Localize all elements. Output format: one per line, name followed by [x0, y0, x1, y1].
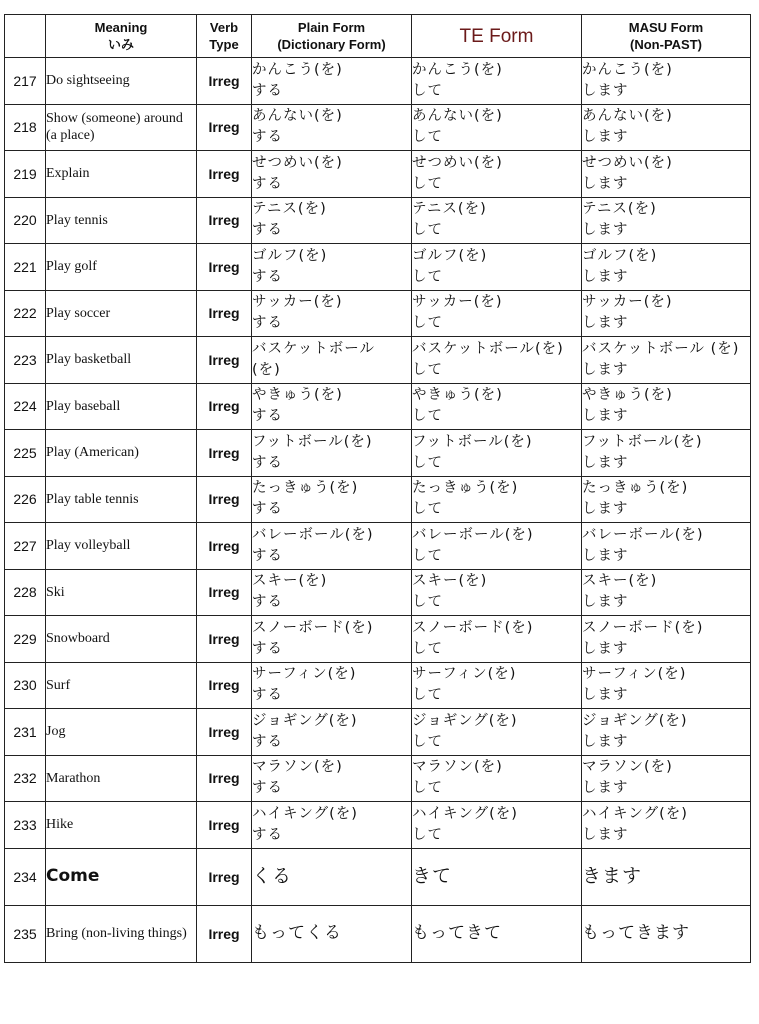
row-te-form: [412, 755, 582, 802]
table-row: [5, 662, 751, 709]
row-number: 222: [5, 290, 46, 337]
row-meaning: Explain: [46, 151, 197, 198]
te-form-line: スノーボード(を): [412, 619, 534, 636]
row-plain-form: [252, 151, 412, 198]
row-plain-form: [252, 476, 412, 523]
te-form-line: やきゅう(を): [412, 387, 503, 404]
plain-form-line: する: [252, 408, 283, 425]
row-verb-type: Irreg: [197, 244, 252, 291]
masu-form-line: テニス(を): [582, 201, 657, 218]
row-number: 217: [5, 58, 46, 105]
header-masu-form: [582, 15, 751, 58]
masu-form-line: します: [582, 547, 629, 564]
row-number: 219: [5, 151, 46, 198]
plain-form-line: ジョギング(を): [252, 712, 358, 729]
te-form-line: して: [412, 268, 443, 285]
row-verb-type: Irreg: [197, 476, 252, 523]
row-plain-form: [252, 383, 412, 430]
header-masu-label: MASU Form: [628, 20, 704, 35]
te-form-line: して: [412, 780, 443, 797]
row-number: 229: [5, 616, 46, 663]
plain-form-line: かんこう(を): [252, 61, 343, 78]
plain-form-line: せつめい(を): [252, 154, 343, 171]
te-form-line: して: [412, 454, 443, 471]
masu-form-line: バスケットボール (を): [582, 340, 740, 357]
row-meaning: Show (someone) around (a place): [46, 104, 197, 151]
masu-form-line: マラソン(を): [582, 759, 673, 776]
masu-form-line: フットボール(を): [582, 433, 703, 450]
table-row: [5, 430, 751, 477]
verb-conjugation-table: [4, 14, 751, 963]
header-number: [5, 15, 46, 58]
te-form-line: ジョギング(を): [412, 712, 518, 729]
table-row: [5, 337, 751, 384]
plain-form-line: ゴルフ(を): [252, 247, 328, 264]
row-number: 223: [5, 337, 46, 384]
header-masu-sub: (Non-PAST): [630, 37, 702, 52]
plain-form-line: する: [252, 547, 283, 564]
te-form-line: して: [412, 408, 443, 425]
plain-form-line: する: [252, 454, 283, 471]
plain-form-line: サッカー(を): [252, 294, 343, 311]
row-number: 231: [5, 709, 46, 756]
plain-form-line: バスケットボール: [252, 340, 375, 357]
row-verb-type: Irreg: [197, 905, 252, 962]
masu-form-line: スノーボード(を): [582, 619, 704, 636]
row-meaning: Play (American): [46, 430, 197, 477]
row-number: 235: [5, 905, 46, 962]
te-form-line: して: [412, 315, 443, 332]
row-te-form: [412, 290, 582, 337]
row-meaning: Snowboard: [46, 616, 197, 663]
row-number: 227: [5, 523, 46, 570]
te-form-line: テニス(を): [412, 201, 487, 218]
row-verb-type: Irreg: [197, 523, 252, 570]
row-meaning: Surf: [46, 662, 197, 709]
row-masu-form: [582, 905, 751, 962]
header-plain-label: Plain Form: [297, 20, 366, 35]
row-verb-type: Irreg: [197, 802, 252, 849]
plain-form-line: ハイキング(を): [252, 805, 358, 822]
row-plain-form: [252, 104, 412, 151]
te-form-line: して: [412, 82, 443, 99]
te-form-line: ゴルフ(を): [412, 247, 488, 264]
row-te-form: [412, 383, 582, 430]
row-masu-form: [582, 290, 751, 337]
row-masu-form: [582, 848, 751, 905]
row-masu-form: [582, 383, 751, 430]
masu-form-line: バレーボール(を): [582, 526, 704, 543]
row-number: 234: [5, 848, 46, 905]
plain-form-line: する: [252, 640, 283, 657]
row-plain-form: [252, 337, 412, 384]
plain-form-line: する: [252, 268, 283, 285]
plain-form-line: たっきゅう(を): [252, 480, 359, 497]
row-number: 230: [5, 662, 46, 709]
row-masu-form: [582, 569, 751, 616]
row-plain-form: [252, 523, 412, 570]
masu-form-line: サーフィン(を): [582, 666, 687, 683]
row-masu-form: [582, 802, 751, 849]
plain-form-line: する: [252, 129, 283, 146]
masu-form-line: かんこう(を): [582, 61, 673, 78]
row-plain-form: [252, 430, 412, 477]
te-form-line: ハイキング(を): [412, 805, 518, 822]
row-masu-form: [582, 151, 751, 198]
te-form-line: して: [412, 826, 443, 843]
plain-form-line: する: [252, 175, 283, 192]
row-masu-form: [582, 104, 751, 151]
masu-form-line: します: [582, 361, 629, 378]
row-meaning: Play table tennis: [46, 476, 197, 523]
row-verb-type: Irreg: [197, 337, 252, 384]
row-masu-form: [582, 709, 751, 756]
row-number: 220: [5, 197, 46, 244]
plain-form-line: する: [252, 222, 283, 239]
masu-form-line: やきゅう(を): [582, 387, 673, 404]
table-row: [5, 151, 751, 198]
row-verb-type: Irreg: [197, 197, 252, 244]
header-verb-label: Verb: [209, 20, 239, 35]
row-masu-form: [582, 58, 751, 105]
plain-form-line: スキー(を): [252, 573, 328, 590]
row-masu-form: [582, 244, 751, 291]
row-meaning: Do sightseeing: [46, 58, 197, 105]
row-te-form: [412, 430, 582, 477]
row-plain-form: [252, 802, 412, 849]
plain-form-line: する: [252, 780, 283, 797]
table-row: [5, 58, 751, 105]
plain-form-line: する: [252, 315, 283, 332]
row-verb-type: Irreg: [197, 383, 252, 430]
plain-form-line: もってくる: [252, 923, 342, 943]
te-form-line: して: [412, 687, 443, 704]
masu-form-line: します: [582, 501, 629, 518]
te-form-line: あんない(を): [412, 108, 503, 125]
header-type-label: Type: [209, 37, 239, 52]
row-masu-form: [582, 197, 751, 244]
row-meaning: Bring (non-living things): [46, 905, 197, 962]
te-form-line: して: [412, 222, 443, 239]
table-row: [5, 197, 751, 244]
table-row: [5, 848, 751, 905]
plain-form-line: やきゅう(を): [252, 387, 343, 404]
row-plain-form: [252, 616, 412, 663]
te-form-line: フットボール(を): [412, 433, 533, 450]
masu-form-line: サッカー(を): [582, 294, 673, 311]
header-te-form: [412, 15, 582, 58]
row-te-form: [412, 523, 582, 570]
plain-form-line: フットボール(を): [252, 433, 373, 450]
masu-form-line: たっきゅう(を): [582, 480, 689, 497]
row-te-form: [412, 151, 582, 198]
row-masu-form: [582, 616, 751, 663]
row-plain-form: [252, 848, 412, 905]
te-form-line: して: [412, 640, 443, 657]
te-form-line: して: [412, 733, 443, 750]
plain-form-line: バレーボール(を): [252, 526, 374, 543]
row-masu-form: [582, 337, 751, 384]
plain-form-line: する: [252, 594, 283, 611]
table-row: [5, 523, 751, 570]
masu-form-line: します: [582, 640, 629, 657]
plain-form-line: する: [252, 733, 283, 750]
row-verb-type: Irreg: [197, 290, 252, 337]
te-form-line: マラソン(を): [412, 759, 503, 776]
te-form-line: して: [412, 594, 443, 611]
row-plain-form: [252, 662, 412, 709]
header-meaning: [46, 15, 197, 58]
row-plain-form: [252, 290, 412, 337]
row-meaning: Jog: [46, 709, 197, 756]
header-row: [5, 15, 751, 58]
table-row: [5, 476, 751, 523]
plain-form-line: くる: [252, 865, 293, 887]
masu-form-line: もってきます: [582, 923, 690, 943]
row-plain-form: [252, 58, 412, 105]
row-te-form: [412, 104, 582, 151]
masu-form-line: スキー(を): [582, 573, 658, 590]
table-row: [5, 104, 751, 151]
masu-form-line: します: [582, 733, 629, 750]
row-verb-type: Irreg: [197, 104, 252, 151]
plain-form-line: マラソン(を): [252, 759, 343, 776]
masu-form-line: します: [582, 315, 629, 332]
masu-form-line: します: [582, 826, 629, 843]
plain-form-line: テニス(を): [252, 201, 327, 218]
plain-form-line: あんない(を): [252, 108, 343, 125]
te-form-line: サーフィン(を): [412, 666, 517, 683]
table-row: [5, 290, 751, 337]
plain-form-line: する: [252, 687, 283, 704]
row-verb-type: Irreg: [197, 569, 252, 616]
row-meaning: Play tennis: [46, 197, 197, 244]
masu-form-line: します: [582, 594, 629, 611]
row-te-form: [412, 802, 582, 849]
header-verb-type: [197, 15, 252, 58]
masu-form-line: ゴルフ(を): [582, 247, 658, 264]
row-number: 226: [5, 476, 46, 523]
te-form-line: して: [412, 129, 443, 146]
plain-form-line: する: [252, 82, 283, 99]
te-form-line: きて: [412, 865, 453, 887]
row-te-form: [412, 476, 582, 523]
te-form-line: して: [412, 361, 443, 378]
table-body: [5, 58, 751, 963]
row-te-form: [412, 848, 582, 905]
te-form-line: たっきゅう(を): [412, 480, 519, 497]
header-meaning-jp: いみ: [107, 37, 134, 52]
row-meaning: Play soccer: [46, 290, 197, 337]
row-number: 218: [5, 104, 46, 151]
te-form-line: して: [412, 175, 443, 192]
row-te-form: [412, 197, 582, 244]
row-number: 233: [5, 802, 46, 849]
masu-form-line: します: [582, 175, 629, 192]
table-row: [5, 802, 751, 849]
row-masu-form: [582, 476, 751, 523]
te-form-line: バスケットボール(を): [412, 340, 564, 357]
row-verb-type: Irreg: [197, 848, 252, 905]
te-form-line: スキー(を): [412, 573, 488, 590]
masu-form-line: します: [582, 780, 629, 797]
row-masu-form: [582, 755, 751, 802]
row-te-form: [412, 905, 582, 962]
table-row: [5, 755, 751, 802]
row-verb-type: Irreg: [197, 616, 252, 663]
masu-form-line: します: [582, 687, 629, 704]
header-te-label: TE Form: [459, 25, 534, 47]
te-form-line: かんこう(を): [412, 61, 503, 78]
te-form-line: せつめい(を): [412, 154, 503, 171]
row-plain-form: [252, 905, 412, 962]
row-plain-form: [252, 709, 412, 756]
row-te-form: [412, 569, 582, 616]
row-number: 221: [5, 244, 46, 291]
row-plain-form: [252, 569, 412, 616]
te-form-line: サッカー(を): [412, 294, 503, 311]
row-meaning: Marathon: [46, 755, 197, 802]
table-row: [5, 244, 751, 291]
te-form-line: バレーボール(を): [412, 526, 534, 543]
table-row: [5, 569, 751, 616]
table-row: [5, 383, 751, 430]
table-row: [5, 905, 751, 962]
row-meaning: Ski: [46, 569, 197, 616]
masu-form-line: ハイキング(を): [582, 805, 688, 822]
masu-form-line: します: [582, 129, 629, 146]
masu-form-line: します: [582, 222, 629, 239]
header-meaning-en: Meaning: [94, 20, 148, 35]
masu-form-line: します: [582, 82, 629, 99]
te-form-line: もってきて: [412, 923, 502, 943]
row-meaning: Play golf: [46, 244, 197, 291]
row-verb-type: Irreg: [197, 662, 252, 709]
row-verb-type: Irreg: [197, 430, 252, 477]
row-meaning: Play basketball: [46, 337, 197, 384]
row-meaning: Come: [46, 848, 197, 905]
row-te-form: [412, 709, 582, 756]
plain-form-line: する: [252, 826, 283, 843]
row-plain-form: [252, 755, 412, 802]
row-verb-type: Irreg: [197, 755, 252, 802]
row-te-form: [412, 662, 582, 709]
row-meaning: Play baseball: [46, 383, 197, 430]
row-te-form: [412, 58, 582, 105]
masu-form-line: きます: [582, 865, 643, 887]
table-row: [5, 709, 751, 756]
row-te-form: [412, 616, 582, 663]
row-masu-form: [582, 523, 751, 570]
row-plain-form: [252, 244, 412, 291]
row-meaning: Play volleyball: [46, 523, 197, 570]
row-meaning: Hike: [46, 802, 197, 849]
masu-form-line: あんない(を): [582, 108, 673, 125]
masu-form-line: せつめい(を): [582, 154, 673, 171]
masu-form-line: します: [582, 454, 629, 471]
te-form-line: して: [412, 547, 443, 564]
row-number: 225: [5, 430, 46, 477]
masu-form-line: します: [582, 408, 629, 425]
row-number: 224: [5, 383, 46, 430]
row-te-form: [412, 244, 582, 291]
row-plain-form: [252, 197, 412, 244]
table-row: [5, 616, 751, 663]
row-number: 232: [5, 755, 46, 802]
plain-form-line: サーフィン(を): [252, 666, 357, 683]
row-masu-form: [582, 430, 751, 477]
masu-form-line: ジョギング(を): [582, 712, 688, 729]
header-plain-sub: (Dictionary Form): [277, 37, 386, 52]
plain-form-line: スノーボード(を): [252, 619, 374, 636]
row-verb-type: Irreg: [197, 58, 252, 105]
plain-form-line: (を): [252, 361, 281, 378]
plain-form-line: する: [252, 501, 283, 518]
row-verb-type: Irreg: [197, 709, 252, 756]
masu-form-line: します: [582, 268, 629, 285]
row-verb-type: Irreg: [197, 151, 252, 198]
row-number: 228: [5, 569, 46, 616]
header-plain-form: [252, 15, 412, 58]
row-masu-form: [582, 662, 751, 709]
row-te-form: [412, 337, 582, 384]
te-form-line: して: [412, 501, 443, 518]
